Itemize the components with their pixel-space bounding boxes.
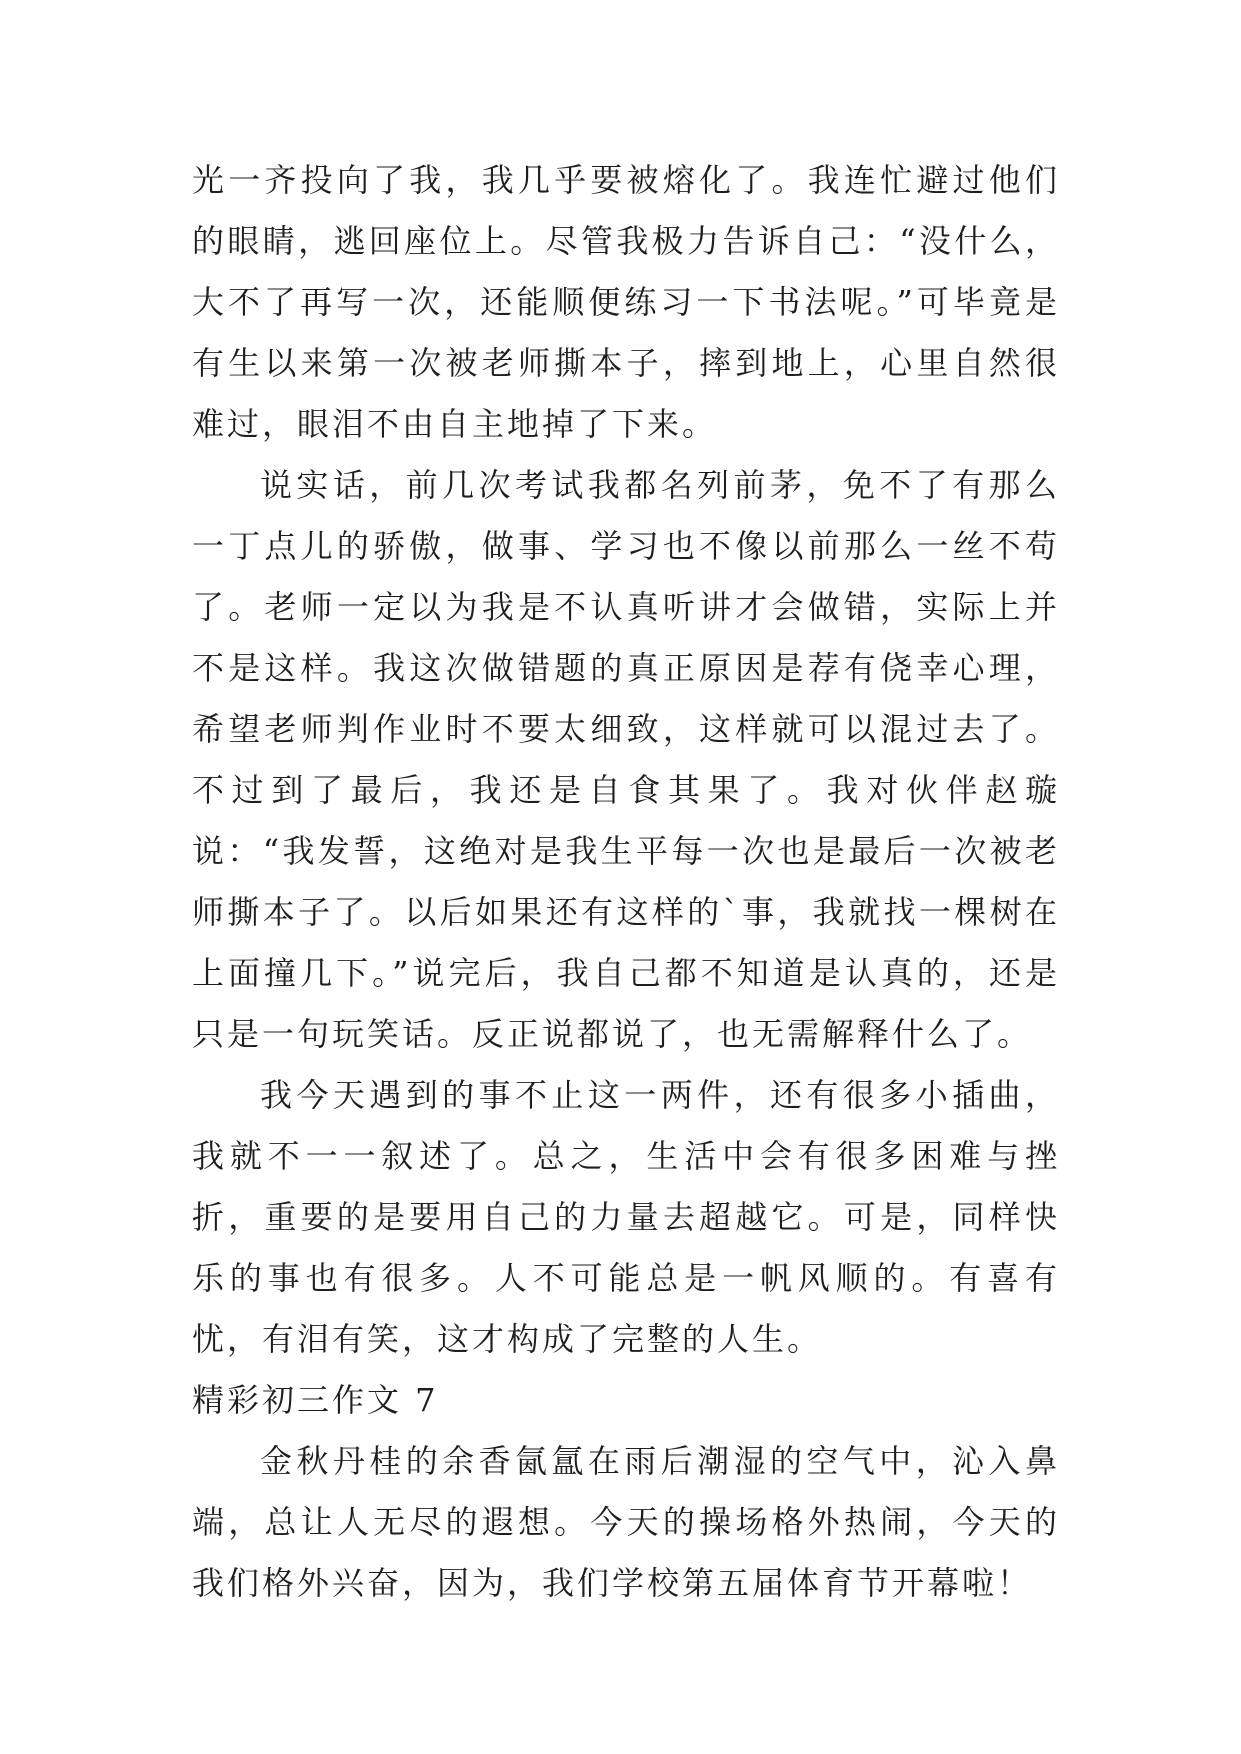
document-page — [192, 150, 1060, 1614]
paragraph-continued: 光一齐投向了我，我几乎要被熔化了。我连忙避过他们的眼睛，逃回座位上。尽管我极力告诉自己：“没什么，大不了再写一次，还能顺便练习一下书法呢。”可毕竟是有生以来第一次被老师撕本子，摔到地上，心里自然很难过，眼泪不由自主地掉了下来。 — [192, 161, 1060, 443]
paragraph-conclusion: 我今天遇到的事不止这一两件，还有很多小插曲，我就不一一叙述了。总之，生活中会有很多困难与挫折，重要的是要用自己的力量去超越它。可是，同样快乐的事也有很多。人不可能总是一帆风顺的。有喜有忧，有泪有笑，这才构成了完整的人生。 — [192, 1076, 1060, 1358]
paragraph-confession: 说实话，前几次考试我都名列前茅，免不了有那么一丁点儿的骄傲，做事、学习也不像以前那么一丝不苟了。老师一定以为我是不认真听讲才会做错，实际上并不是这样。我这次做错题的真正原因是荐有侥幸心理，希望老师判作业时不要太细致，这样就可以混过去了。不过到了最后，我还是自食其果了。我对伙伴赵璇说：“我发誓，这绝对是我生平每一次也是最后一次被老师撕本子了。以后如果还有这样的`事，我就找一棵树在上面撞几下。”说完后，我自己都不知道是认真的，还是只是一句玩笑话。反正说都说了，也无需解释什么了。 — [192, 466, 1060, 1053]
paragraph-opening: 金秋丹桂的余香氤氲在雨后潮湿的空气中，沁入鼻端，总让人无尽的遐想。今天的操场格外热闹，今天的我们格外兴奋，因为，我们学校第五届体育节开幕啦！ — [192, 1442, 1060, 1602]
essay-heading: 精彩初三作文 7 — [192, 1381, 439, 1419]
